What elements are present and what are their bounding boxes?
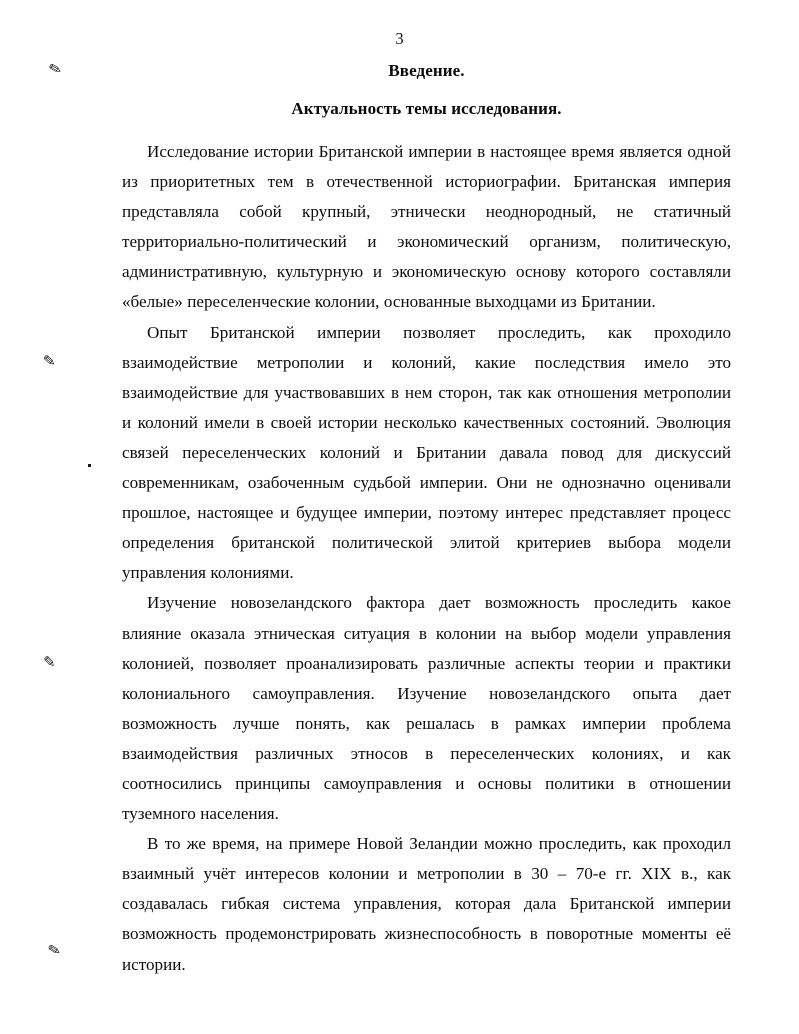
scan-speck-icon xyxy=(88,464,91,467)
page-number: 3 xyxy=(395,29,404,48)
scan-artifact-icon: ✎ xyxy=(46,58,64,80)
paragraph: Опыт Британской империи позволяет проследить, как проходило взаимодействие метрополии и колоний, какие последствия имело это взаимодействие для участвовавших в нем сторон, так как отношения метрополии и колоний имели в своей истории несколько качественных состояний. Эволюция связей переселенческих колоний и Британии давала повод для дискуссий современникам, озабоченным судьбой империи. Они не однозначно оценивали прошлое, настоящее и будущее империи, поэтому интерес представляет процесс определения британской политической элитой критериев выбора модели управления колониями. xyxy=(122,322,731,583)
page-content xyxy=(122,58,731,980)
subsection-heading-relevance: Актуальность темы исследования. xyxy=(291,99,562,118)
body-text xyxy=(122,137,731,980)
paragraph: В то же время, на примере Новой Зеландии можно проследить, как проходил взаимный учёт интересов колонии и метрополии в 30 – 70-е гг. XIX в., как создавалась гибкая система управления, которая дала Британской империи возможность продемонстрировать жизнеспособность в поворотные моменты её истории. xyxy=(122,834,731,974)
scan-artifact-icon: ✎ xyxy=(42,652,56,672)
section-heading-introduction: Введение. xyxy=(388,61,465,80)
scan-artifact-icon: ✎ xyxy=(42,351,57,371)
paragraph: Изучение новозеландского фактора дает возможность проследить какое влияние оказала этническая ситуация в колонии на выбор модели управления колонией, позволяет проанализировать различные аспекты теории и практики колониального самоуправления. Изучение новозеландского опыта дает возможность лучше понять, как решалась в рамках империи проблема взаимодействия различных этносов в переселенческих колониях, и как соотносились принципы самоуправления и основы политики в отношении туземного населения. xyxy=(122,593,731,824)
paragraph: Исследование истории Британской империи в настоящее время является одной из приоритетных тем в отечественной историографии. Британская империя представляла собой крупный, этнически неоднородный, не статичный территориально-политический и экономический организм, политическую, административную, культурную и экономическую основу которого составляли «белые» переселенческие колонии, основанные выходцами из Британии. xyxy=(122,142,731,312)
scan-artifact-icon: ✎ xyxy=(46,939,63,961)
